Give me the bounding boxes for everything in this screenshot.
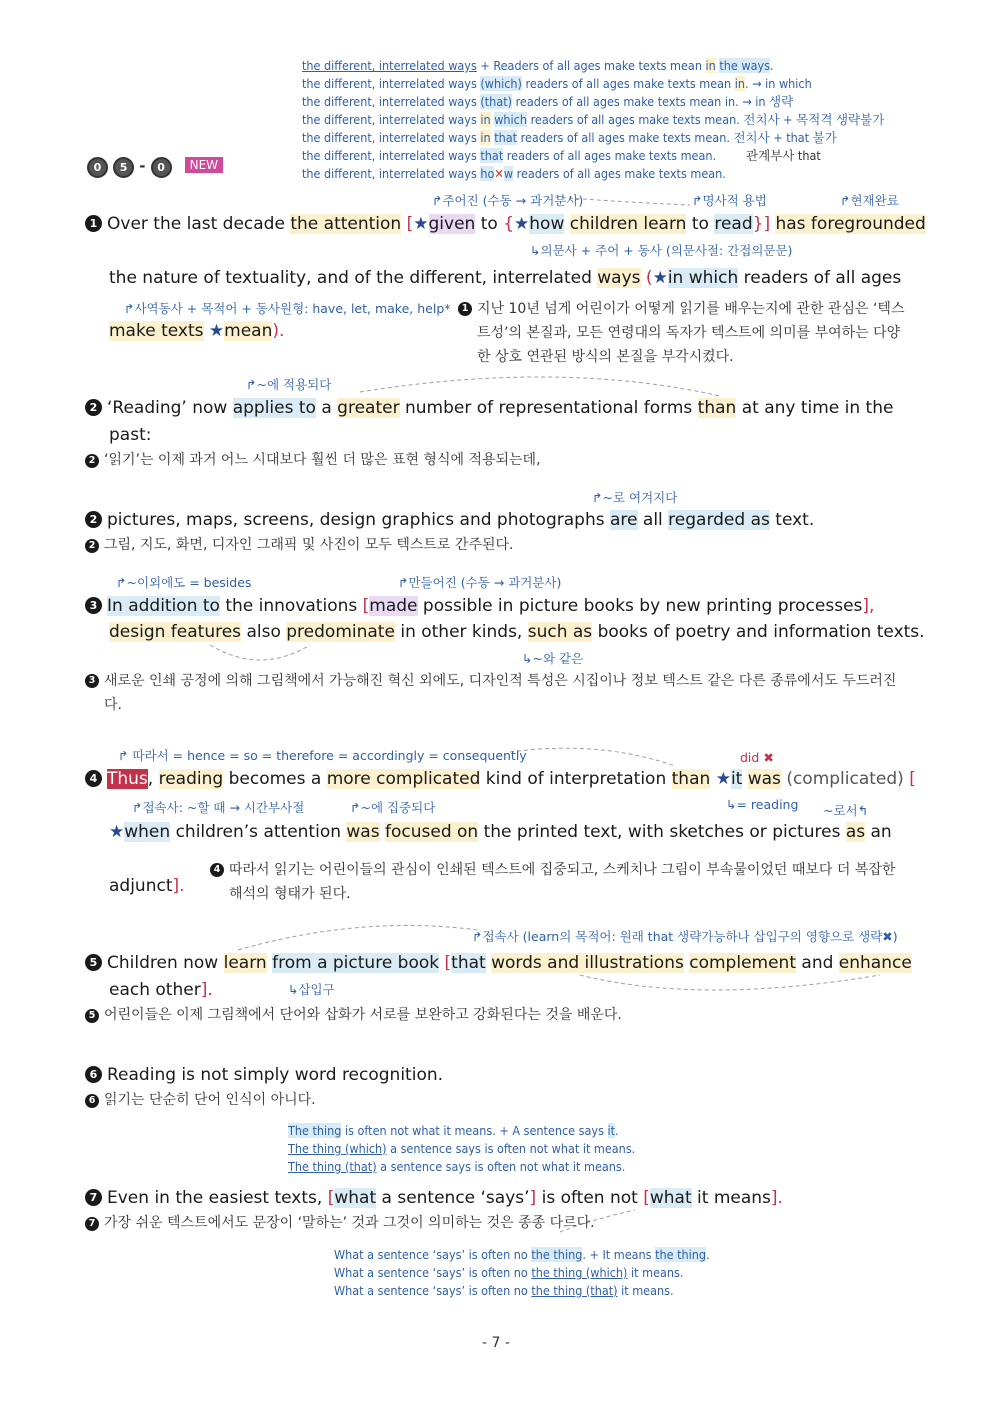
star-icon: ★ bbox=[715, 769, 731, 789]
annotation: ↱명사적 용법 bbox=[692, 193, 767, 208]
sentence-1-line-2: the nature of textuality, and of the different, interrelated ways (★in which readers of all ages bbox=[109, 268, 902, 288]
note-line: the different, interrelated ways (that) readers of all ages make texts mean in. → in 생략 bbox=[302, 94, 794, 109]
star-icon: ★ bbox=[109, 822, 125, 842]
sentence-number: 6 bbox=[85, 1066, 102, 1083]
annotation: ↱~이외에도 = besides bbox=[116, 575, 252, 590]
annotation: ↱접속사 (learn의 목적어: 원래 that 생략가능하나 삽입구의 영향으로 생략✖) bbox=[472, 929, 898, 944]
sentence-6-translation: 6 읽기는 단순히 단어 인식이 아니다. bbox=[85, 1088, 316, 1112]
annotation: ↳의문사 + 주어 + 동사 (의문사절: 간접의문문) bbox=[530, 243, 793, 258]
sentence-4-line-2: ★when children’s attention was focused on the printed text, with sketches or pictures as an bbox=[109, 822, 892, 842]
annotation: ↱~로 여겨지다 bbox=[592, 490, 678, 505]
note-line: the different, interrelated ways in which readers of all ages make texts mean. 전치사 + 목적격 생략불가 bbox=[302, 112, 885, 127]
sentence-4-line-3: adjunct]. bbox=[109, 876, 185, 896]
bottom-notes bbox=[334, 1246, 710, 1300]
sentence-4-line-1: 4 Thus, reading becomes a more complicated kind of interpretation than ★it was (complicated) [ bbox=[85, 768, 916, 790]
sentence-1-line-1: 1 Over the last decade the attention [★given to {★how children learn to read}] has foregrounded bbox=[85, 213, 926, 235]
annotation: ↱~에 집중되다 bbox=[350, 800, 436, 815]
cross-icon: ✕ bbox=[494, 166, 504, 181]
sentence-7: 7 Even in the easiest texts, [what a sentence ‘says’] is often not [what it means]. bbox=[85, 1187, 783, 1209]
sentence-5-translation: 5 어린이들은 이제 그림책에서 단어와 삽화가 서로를 보완하고 강화된다는 것을 배운다. bbox=[85, 1003, 622, 1027]
annotation: ↳~와 같은 bbox=[522, 651, 584, 666]
note-line: The thing (which) a sentence says is often not what it means. bbox=[288, 1141, 636, 1156]
note-line: What a sentence ‘says’ is often no the thing (that) it means. bbox=[334, 1283, 674, 1298]
id-digit: 0 bbox=[151, 157, 172, 178]
sentence-1-line-3: make texts ★mean). bbox=[109, 321, 285, 341]
sentence-number: 2 bbox=[85, 399, 102, 416]
annotation: ↱사역동사 + 목적어 + 동사원형: have, let, make, help* bbox=[124, 301, 451, 316]
sentence-5-line-2: each other]. bbox=[109, 980, 213, 1000]
page-number: - 7 - bbox=[482, 1335, 510, 1351]
mid-notes bbox=[288, 1122, 635, 1176]
id-digit: 0 bbox=[87, 157, 108, 178]
note-line: The thing is often not what it means. + A sentence says it. bbox=[288, 1123, 619, 1138]
annotation: ↱ 따라서 = hence = so = therefore = accordingly = consequently bbox=[118, 748, 527, 763]
sentence-5-line-1: 5 Children now learn from a picture book [that words and illustrations complement and enhance bbox=[85, 952, 912, 974]
sentence-4-translation: 4 따라서 읽기는 어린이들의 관심이 인쇄된 텍스트에 집중되고, 스케치나 그림이 부속물이었던 때보다 더 복잡한 해석의 형태가 된다. bbox=[210, 858, 906, 906]
annotation: ↳= reading bbox=[726, 797, 799, 812]
note-line: What a sentence ‘says’ is often no the thing (which) it means. bbox=[334, 1265, 684, 1280]
sentence-number: 3 bbox=[85, 597, 102, 614]
sentence-3-translation: 3 새로운 인쇄 공정에 의해 그림책에서 가능해진 혁신 외에도, 디자인적 특성은 시집이나 정보 텍스트 같은 다른 종류에서도 두드러진다. bbox=[85, 669, 907, 717]
sentence-number: 5 bbox=[85, 954, 102, 971]
cross-icon: ✖ bbox=[763, 750, 774, 765]
sentence-1-translation: 1 지난 10년 넘게 어린이가 어떻게 읽기를 배우는지에 관한 관심은 ‘텍스트성’의 본질과, 모든 연령대의 독자가 텍스트에 의미를 부여하는 다양한 상호 연관된 방식의 본질을 부각시켰다. bbox=[458, 297, 906, 369]
star-icon: ★ bbox=[652, 268, 668, 288]
annotation: did ✖ bbox=[740, 750, 774, 765]
sentence-number: 2 bbox=[85, 511, 102, 528]
star-icon: ★ bbox=[514, 214, 530, 234]
passage-id: 0 5 - 0 NEW bbox=[87, 156, 223, 178]
annotation: ↱주어진 (수동 → 과거분사) bbox=[432, 193, 584, 208]
annotation: ↳삽입구 bbox=[288, 982, 335, 997]
sentence-2b-translation: 2 그림, 지도, 화면, 디자인 그래픽 및 사진이 모두 텍스트로 간주된다. bbox=[85, 533, 513, 557]
sentence-number: 7 bbox=[85, 1189, 102, 1206]
sentence-6: 6 Reading is not simply word recognition. bbox=[85, 1064, 443, 1086]
id-digit: 5 bbox=[113, 157, 134, 178]
note-line: the different, interrelated ways (which) readers of all ages make texts mean in. → in which bbox=[302, 76, 812, 91]
note-line: the different, interrelated ways ho✕w readers of all ages make texts mean. bbox=[302, 166, 726, 181]
sentence-2-line-2: past: bbox=[109, 425, 152, 445]
sentence-7-translation: 7 가장 쉬운 텍스트에서도 문장이 ‘말하는’ 것과 그것이 의미하는 것은 종종 다르다. bbox=[85, 1211, 595, 1235]
new-badge: NEW bbox=[185, 157, 223, 173]
star-icon: ★ bbox=[208, 321, 225, 341]
annotation: ↱만들어진 (수동 → 과거분사) bbox=[398, 575, 562, 590]
sentence-2b: 2 pictures, maps, screens, design graphics and photographs are all regarded as text. bbox=[85, 509, 814, 531]
sentence-number: 4 bbox=[85, 770, 102, 787]
top-notes bbox=[302, 57, 884, 183]
sentence-3-line-1: 3 In addition to the innovations [made possible in picture books by new printing processes], bbox=[85, 595, 874, 617]
note-line: The thing (that) a sentence says is often not what it means. bbox=[288, 1159, 626, 1174]
note-line: What a sentence ‘says’ is often no the thing. + It means the thing. bbox=[334, 1247, 710, 1262]
star-icon: ★ bbox=[413, 214, 429, 234]
note-line: the different, interrelated ways in that readers of all ages make texts mean. 전치사 + that 불가 bbox=[302, 130, 837, 145]
annotation: ↱현재완료 bbox=[840, 193, 899, 208]
sentence-2-translation: 2 ‘읽기’는 이제 과거 어느 시대보다 훨씬 더 많은 표현 형식에 적용되는데, bbox=[85, 448, 541, 472]
note-line: the different, interrelated ways that readers of all ages make texts mean. 관계부사 that bbox=[302, 148, 821, 163]
sentence-2: 2 ‘Reading’ now applies to a greater number of representational forms than at any time in the bbox=[85, 397, 893, 419]
note-line: the different, interrelated ways + Readers of all ages make texts mean in the ways. bbox=[302, 58, 774, 73]
annotation: ↱접속사: ~할 때 → 시간부사절 bbox=[132, 800, 305, 815]
annotation: ~로서↰ bbox=[823, 803, 869, 818]
sentence-number: 1 bbox=[85, 215, 102, 232]
annotation: ↱~에 적용되다 bbox=[246, 377, 332, 392]
sentence-3-line-2: design features also predominate in other kinds, such as books of poetry and information texts. bbox=[109, 622, 925, 642]
